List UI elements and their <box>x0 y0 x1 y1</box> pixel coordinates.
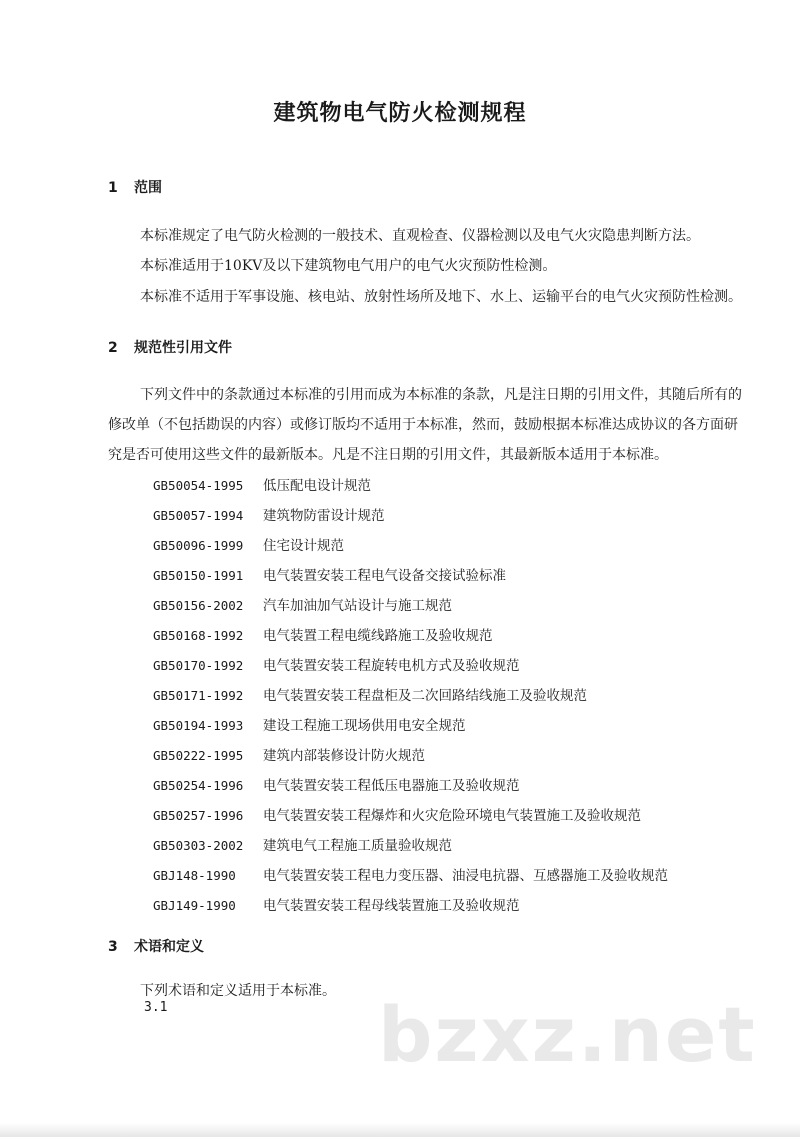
section-2-heading <box>108 337 232 357</box>
reference-title: 低压配电设计规范 <box>263 478 371 494</box>
list-item <box>153 831 668 861</box>
page-edge <box>0 1123 800 1137</box>
reference-code: GB50303-2002 <box>153 838 244 853</box>
section-number: 1 <box>108 180 118 196</box>
paragraph: 本标准不适用于军事设施、核电站、放射性场所及地下、水上、运输平台的电气火灾预防性检测。 <box>140 289 742 305</box>
reference-code: GBJ149-1990 <box>153 898 236 913</box>
list-item <box>153 771 668 801</box>
section-title: 范围 <box>134 180 162 196</box>
reference-list <box>153 471 668 921</box>
reference-title: 电气装置安装工程母线装置施工及验收规范 <box>263 898 520 914</box>
reference-title: 电气装置工程电缆线路施工及验收规范 <box>263 628 493 644</box>
reference-code: GB50170-1992 <box>153 658 244 673</box>
list-item <box>153 621 668 651</box>
subsection-number: 3.1 <box>144 1000 168 1015</box>
reference-code: GB50194-1993 <box>153 718 244 733</box>
reference-title: 电气装置安装工程低压电器施工及验收规范 <box>263 778 520 794</box>
reference-code: GBJ148-1990 <box>153 868 236 883</box>
list-item <box>153 591 668 621</box>
reference-code: GB50168-1992 <box>153 628 244 643</box>
reference-code: GB50171-1992 <box>153 688 244 703</box>
list-item <box>153 681 668 711</box>
list-item <box>153 531 668 561</box>
section-3-heading <box>108 936 204 956</box>
list-item <box>153 651 668 681</box>
reference-title: 建筑物防雷设计规范 <box>263 508 385 524</box>
section-title: 术语和定义 <box>134 939 204 955</box>
reference-title: 建设工程施工现场供用电安全规范 <box>263 718 466 734</box>
reference-title: 电气装置安装工程旋转电机方式及验收规范 <box>263 658 520 674</box>
reference-code: GB50222-1995 <box>153 748 244 763</box>
list-item <box>153 561 668 591</box>
section-number: 3 <box>108 939 118 955</box>
section-title: 规范性引用文件 <box>134 340 232 356</box>
reference-title: 建筑电气工程施工质量验收规范 <box>263 838 452 854</box>
reference-code: GB50150-1991 <box>153 568 244 583</box>
list-item <box>153 861 668 891</box>
reference-code: GB50054-1995 <box>153 478 244 493</box>
paragraph: 本标准适用于10KV及以下建筑物电气用户的电气火灾预防性检测。 <box>140 258 557 274</box>
reference-title: 汽车加油加气站设计与施工规范 <box>263 598 452 614</box>
list-item <box>153 501 668 531</box>
reference-code: GB50254-1996 <box>153 778 244 793</box>
list-item <box>153 711 668 741</box>
reference-code: GB50057-1994 <box>153 508 244 523</box>
reference-code: GB50096-1999 <box>153 538 244 553</box>
reference-code: GB50257-1996 <box>153 808 244 823</box>
document-title: 建筑物电气防火检测规程 <box>273 101 527 126</box>
reference-title: 电气装置安装工程电力变压器、油浸电抗器、互感器施工及验收规范 <box>263 868 668 884</box>
list-item <box>153 471 668 501</box>
list-item <box>153 741 668 771</box>
section-1-heading <box>108 177 162 197</box>
reference-title: 电气装置安装工程盘柜及二次回路结线施工及验收规范 <box>263 688 587 704</box>
intro-paragraph: 下列文件中的条款通过本标准的引用而成为本标准的条款，凡是注日期的引用文件，其随后所有的修改单（不包括勘误的内容）或修订版均不适用于本标准，然而，鼓励根据本标准达成协议的各方面研究是否可使用这些文件的最新版本。凡是不注日期的引用文件，其最新版本适用于本标准。 <box>108 387 742 463</box>
reference-title: 电气装置安装工程爆炸和火灾危险环境电气装置施工及验收规范 <box>263 808 641 824</box>
reference-title: 住宅设计规范 <box>263 538 344 554</box>
reference-code: GB50156-2002 <box>153 598 244 613</box>
section-number: 2 <box>108 340 118 356</box>
paragraph: 下列术语和定义适用于本标准。 <box>140 983 336 999</box>
reference-title: 建筑内部装修设计防火规范 <box>263 748 425 764</box>
watermark: bzxz.net <box>378 990 757 1079</box>
list-item <box>153 801 668 831</box>
list-item <box>153 891 668 921</box>
reference-title: 电气装置安装工程电气设备交接试验标准 <box>263 568 506 584</box>
paragraph: 本标准规定了电气防火检测的一般技术、直观检查、仪器检测以及电气火灾隐患判断方法。 <box>140 228 700 244</box>
